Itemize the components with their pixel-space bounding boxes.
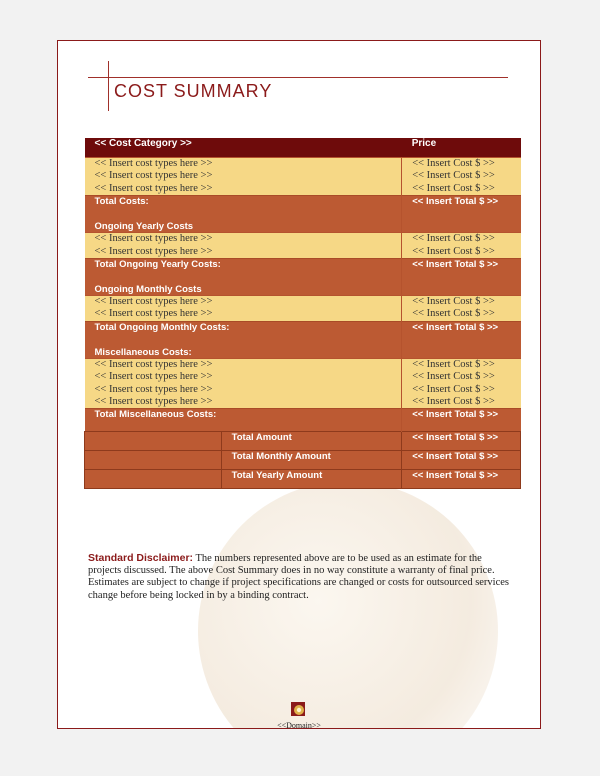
cost-price-placeholder: << Insert Cost $ >> <box>412 396 495 408</box>
grand-total-label: Total Yearly Amount <box>221 470 402 489</box>
footer-domain: <<Domain>> <box>277 721 321 729</box>
cost-type-placeholder: << Insert cost types here >> <box>94 245 213 257</box>
cost-price-placeholder: << Insert Cost $ >> <box>412 158 495 169</box>
grand-total-value: << Insert Total $ >> <box>402 432 521 451</box>
grand-total-row <box>85 470 521 489</box>
cost-price-cell <box>402 296 521 322</box>
section-total-label: Total Miscellaneous Costs: <box>94 409 217 421</box>
cost-price-placeholder: << Insert Cost $ >> <box>412 296 495 308</box>
cost-type-placeholder: << Insert cost types here >> <box>94 158 213 169</box>
section-total-value: << Insert Total $ >> <box>402 321 521 358</box>
cost-type-placeholder: << Insert cost types here >> <box>94 233 213 245</box>
cost-price-placeholder: << Insert Cost $ >> <box>412 308 495 320</box>
section-total-value: << Insert Total $ >> <box>402 259 521 296</box>
company-logo-icon <box>291 702 305 716</box>
cost-type-placeholder: << Insert cost types here >> <box>94 170 213 182</box>
section-total-value: << Insert Total $ >> <box>402 196 521 233</box>
grand-total-row <box>85 432 521 451</box>
cost-price-placeholder: << Insert Cost $ >> <box>412 358 495 370</box>
cost-type-cell <box>85 233 402 259</box>
disclaimer <box>88 552 513 602</box>
cost-type-placeholder: << Insert cost types here >> <box>94 296 213 308</box>
cost-items-row <box>85 158 521 196</box>
header-category: << Cost Category >> <box>85 138 402 158</box>
page-title: COST SUMMARY <box>114 81 273 101</box>
cost-type-placeholder: << Insert cost types here >> <box>94 358 213 370</box>
grand-total-blank <box>85 451 222 470</box>
cost-items-row <box>85 296 521 322</box>
grand-total-label: Total Monthly Amount <box>221 451 402 470</box>
section-total-value: << Insert Total $ >> <box>402 409 521 432</box>
section-total-cell <box>85 409 402 432</box>
cost-price-placeholder: << Insert Cost $ >> <box>412 170 495 182</box>
section-total-cell <box>85 321 402 358</box>
title-rule <box>88 77 508 78</box>
cost-price-placeholder: << Insert Cost $ >> <box>412 182 495 194</box>
cost-price-cell <box>402 233 521 259</box>
cost-price-placeholder: << Insert Cost $ >> <box>412 371 495 383</box>
cost-items-row <box>85 233 521 259</box>
cost-type-cell <box>85 158 402 196</box>
section-heading: Ongoing Monthly Costs <box>94 284 202 296</box>
cost-type-placeholder: << Insert cost types here >> <box>94 371 213 383</box>
section-total-label: Total Ongoing Yearly Costs: <box>94 259 221 271</box>
disclaimer-label: Standard Disclaimer: <box>88 552 194 564</box>
cost-price-placeholder: << Insert Cost $ >> <box>412 245 495 257</box>
disclaimer-text: The numbers represented above are to be used as an estimate for the projects discussed. The above Cost Summary does in no way constitute a warranty of final price. Estimates are subject to change if project specifications are changed or costs for outsourced services change before being locked in by a binding contract. <box>88 553 510 601</box>
cost-type-placeholder: << Insert cost types here >> <box>94 308 213 320</box>
section-total-row <box>85 321 521 358</box>
section-total-cell <box>85 196 402 233</box>
section-total-row <box>85 409 521 432</box>
cost-items-row <box>85 358 521 409</box>
grand-total-blank <box>85 432 222 451</box>
section-heading: Ongoing Yearly Costs <box>94 221 194 233</box>
cost-price-cell <box>402 158 521 196</box>
cost-table-body <box>85 138 521 489</box>
grand-total-value: << Insert Total $ >> <box>402 470 521 489</box>
cost-type-placeholder: << Insert cost types here >> <box>94 182 213 194</box>
cost-type-placeholder: << Insert cost types here >> <box>94 396 213 408</box>
grand-total-value: << Insert Total $ >> <box>402 451 521 470</box>
title-vertical-rule <box>108 61 109 111</box>
document-page <box>57 40 541 729</box>
section-total-row <box>85 259 521 296</box>
grand-total-label: Total Amount <box>221 432 402 451</box>
section-heading: Miscellaneous Costs: <box>94 346 192 358</box>
background-watermark <box>198 481 498 729</box>
cost-price-placeholder: << Insert Cost $ >> <box>412 233 495 245</box>
section-total-row <box>85 196 521 233</box>
cost-type-cell <box>85 358 402 409</box>
section-total-cell <box>85 259 402 296</box>
cost-type-placeholder: << Insert cost types here >> <box>94 383 213 395</box>
grand-total-blank <box>85 470 222 489</box>
section-total-label: Total Costs: <box>94 196 149 208</box>
table-header-row <box>85 138 521 158</box>
header-price: Price <box>402 138 521 158</box>
cost-type-cell <box>85 296 402 322</box>
section-total-label: Total Ongoing Monthly Costs: <box>94 321 230 333</box>
cost-price-cell <box>402 358 521 409</box>
cost-table <box>84 138 521 489</box>
cost-price-placeholder: << Insert Cost $ >> <box>412 383 495 395</box>
grand-total-row <box>85 451 521 470</box>
